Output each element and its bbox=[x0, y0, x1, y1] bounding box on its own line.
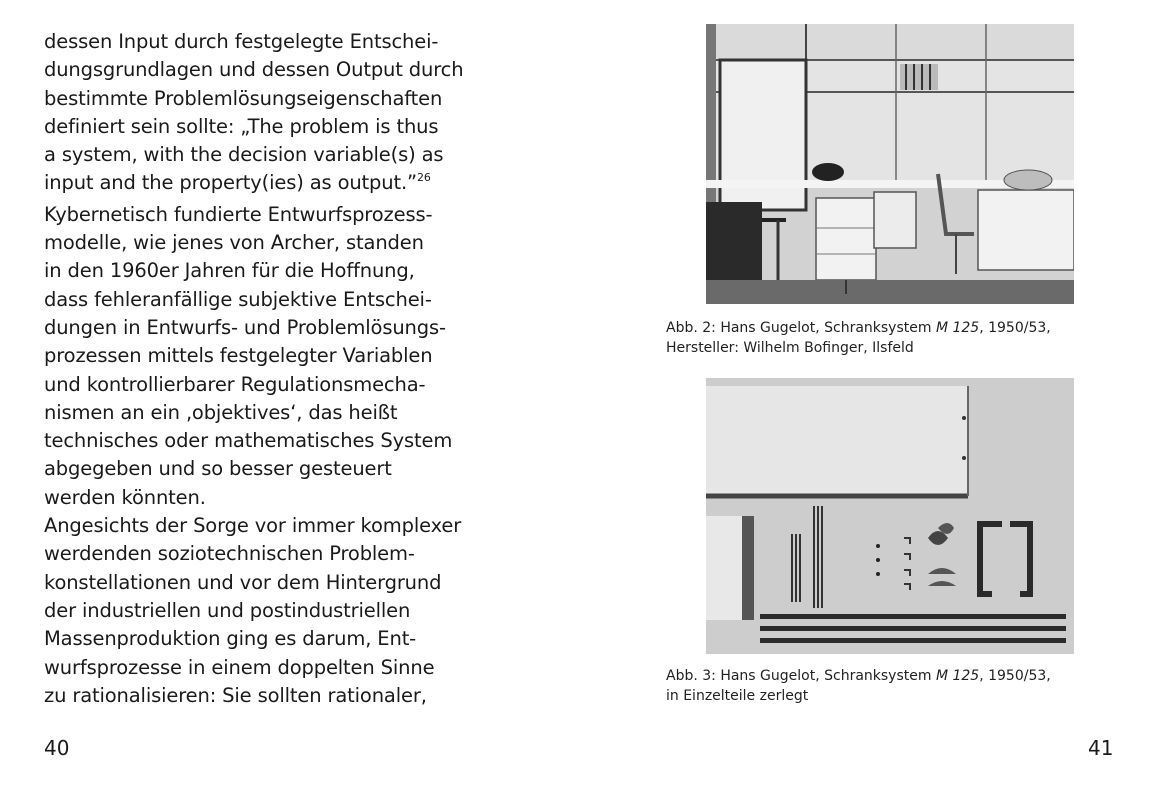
text-line: Angesichts der Sorge vor immer komplexer bbox=[44, 514, 462, 538]
text-line: Kybernetisch fundierte Entwurfsprozess- bbox=[44, 202, 433, 226]
text-line: dessen Input durch festgelegte Entschei- bbox=[44, 30, 439, 53]
text-line: abgegeben und so besser gesteuert bbox=[44, 457, 392, 481]
text-line: input and the property(ies) as output.” bbox=[44, 171, 417, 195]
caption-model-name: M 125 bbox=[935, 668, 980, 684]
text-line: dass fehleranfällige subjektive Entschei- bbox=[44, 287, 432, 311]
text-line: dungsgrundlagen und dessen Output durch bbox=[44, 58, 464, 82]
text-line: der industriellen und postindustriellen bbox=[44, 598, 411, 622]
text-line: und kontrollierbarer Regulationsmecha- bbox=[44, 372, 426, 396]
caption-text: in Einzelteile zerlegt bbox=[666, 688, 809, 704]
figure-2-caption bbox=[666, 318, 1106, 358]
text-line: konstellationen und vor dem Hintergrund bbox=[44, 570, 442, 594]
text-line: definiert sein sollte: „The problem is thus bbox=[44, 114, 439, 138]
caption-text: , 1950/53, bbox=[979, 668, 1051, 684]
text-line: technisches oder mathematisches System bbox=[44, 429, 453, 453]
body-text bbox=[44, 28, 484, 710]
caption-text: Abb. 3: Hans Gugelot, Schranksystem bbox=[666, 668, 936, 684]
page-number-right: 41 bbox=[1088, 736, 1114, 760]
text-line: dungen in Entwurfs- und Problemlösungs- bbox=[44, 315, 446, 339]
footnote-reference[interactable]: 26 bbox=[416, 171, 431, 185]
figure-3-caption bbox=[666, 666, 1106, 706]
text-line: wurfsprozesse in einem doppelten Sinne bbox=[44, 655, 435, 679]
caption-model-name: M 125 bbox=[935, 320, 980, 336]
caption-text: , 1950/53, bbox=[979, 320, 1051, 336]
text-line: zu rationalisieren: Sie sollten rationaler, bbox=[44, 683, 427, 707]
figure-2-office-photo bbox=[706, 24, 1074, 304]
text-line: prozessen mittels festgelegter Variablen bbox=[44, 344, 433, 368]
text-line: modelle, wie jenes von Archer, standen bbox=[44, 231, 424, 255]
figure-3-parts-photo bbox=[706, 378, 1074, 654]
page-number-left: 40 bbox=[44, 736, 70, 760]
text-line: a system, with the decision variable(s) as bbox=[44, 143, 444, 167]
caption-text: Abb. 2: Hans Gugelot, Schranksystem bbox=[666, 320, 936, 336]
text-line: werden könnten. bbox=[44, 485, 206, 509]
caption-text: Hersteller: Wilhelm Bofinger, Ilsfeld bbox=[666, 340, 914, 356]
text-line: in den 1960er Jahren für die Hoffnung, bbox=[44, 259, 415, 283]
text-line: werdenden soziotechnischen Problem- bbox=[44, 542, 415, 566]
text-line: nismen an ein ‚objektives‘, das heißt bbox=[44, 400, 398, 424]
text-line: bestimmte Problemlösungseigenschaften bbox=[44, 86, 443, 110]
text-line-with-footnote bbox=[44, 169, 484, 200]
text-line: Massenproduktion ging es darum, Ent- bbox=[44, 627, 417, 651]
